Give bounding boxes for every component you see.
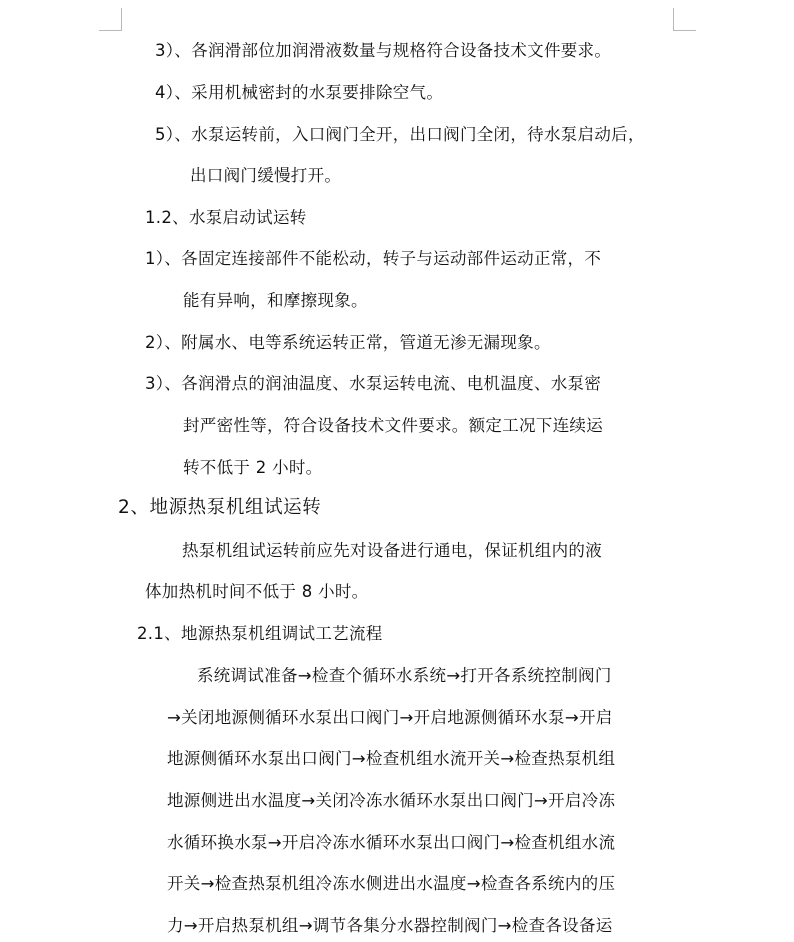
- text-line: 1）、各固定连接部件不能松动，转子与运动部件运动正常，不: [145, 249, 602, 268]
- subsection-heading: 2.1、地源热泵机组调试工艺流程: [137, 624, 383, 643]
- section-heading: 1.2、水泵启动试运转: [145, 208, 307, 227]
- flow-line: 地源侧循环水泵出口阀门→检查机组水流开关→检查热泵机组: [167, 749, 616, 768]
- paragraph-line: 热泵机组试运转前应先对设备进行通电，保证机组内的液: [182, 541, 602, 560]
- flow-line: 系统调试准备→检查个循环水系统→打开各系统控制阀门: [197, 666, 612, 685]
- flow-line: 地源侧进出水温度→关闭冷冻水循环水泵出口阀门→开启冷冻: [167, 791, 616, 810]
- text-line: 3）、各润滑点的润油温度、水泵运转电流、电机温度、水泵密: [145, 374, 602, 393]
- section-heading: 2、地源热泵机组试运转: [118, 497, 322, 518]
- flow-line: →关闭地源侧循环水泵出口阀门→开启地源侧循环水泵→开启: [167, 708, 613, 727]
- text-line: 出口阀门缓慢打开。: [190, 166, 342, 185]
- text-line: 4）、采用机械密封的水泵要排除空气。: [155, 83, 444, 102]
- flow-line: 水循环换水泵→开启冷冻水循环水泵出口阀门→检查机组水流: [167, 833, 616, 852]
- text-line: 2）、附属水、电等系统运转正常，管道无渗无漏现象。: [145, 333, 551, 352]
- text-line: 能有异响，和摩擦现象。: [183, 291, 368, 310]
- text-line: 转不低于 2 小时。: [183, 458, 323, 477]
- flow-line: 开关→检查热泵机组冷冻水侧进出水温度→检查各系统内的压: [167, 874, 616, 893]
- text-line: 封严密性等，符合设备技术文件要求。额定工况下连续运: [183, 416, 603, 435]
- flow-line: 力→开启热泵机组→调节各集分水器控制阀门→检查各设备运: [167, 916, 613, 935]
- text-line: 3）、各润滑部位加润滑液数量与规格符合设备技术文件要求。: [155, 41, 612, 60]
- paragraph-line: 体加热机时间不低于 8 小时。: [145, 582, 369, 601]
- crop-mark-top-right: [673, 8, 696, 31]
- crop-mark-top-left: [99, 8, 122, 31]
- text-line: 5）、水泵运转前，入口阀门全开，出口阀门全闭，待水泵启动后，: [155, 125, 645, 144]
